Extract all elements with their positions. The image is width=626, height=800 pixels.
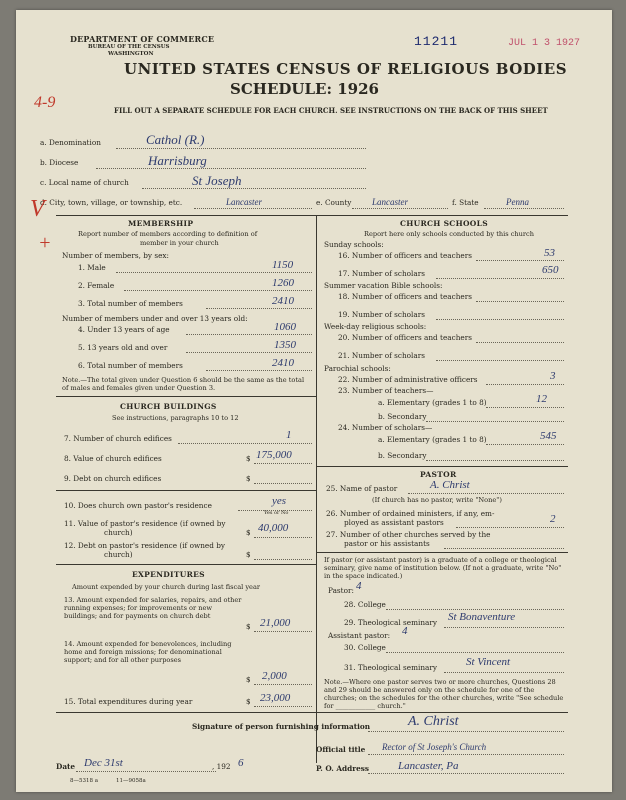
- q10-value: yes: [272, 495, 287, 507]
- q25-value: A. Christ: [430, 479, 470, 491]
- q15-value: 23,000: [260, 692, 291, 704]
- membership-note: Note.—The total given under Question 6 should be the same as the total of males and females given under Question 3.: [62, 376, 305, 392]
- weekday-schools-label: Week-day religious schools:: [324, 322, 427, 331]
- q8-label: 8. Value of church edifices: [64, 454, 162, 463]
- schedule-title: SCHEDULE: 1926: [230, 80, 379, 98]
- q12-label: 12. Debt on pastor's residence (if owned by: [64, 541, 226, 550]
- handwritten-code: 4-9: [34, 94, 56, 111]
- serial-number: 11211: [414, 34, 459, 49]
- q14-value: 2,000: [262, 670, 287, 682]
- q26-label: 26. Number of ordained ministers, if any, em-: [326, 509, 495, 518]
- q24a-value: 545: [540, 430, 557, 442]
- q20-label: 20. Number of officers and teachers: [338, 333, 472, 342]
- form-number: 8—5318 a: [70, 778, 99, 784]
- q21-label: 21. Number of scholars: [338, 351, 425, 360]
- assistant-pastor-mark: 4: [402, 625, 408, 637]
- year-prefix: , 192: [212, 762, 231, 771]
- q25-note: (If church has no pastor, write "None"): [372, 496, 502, 504]
- year-value: 6: [238, 757, 244, 769]
- q24a-label: a. Elementary (grades 1 to 8): [378, 435, 487, 444]
- print-number: 11—9058a: [116, 778, 146, 784]
- q12-label-2: church): [104, 550, 133, 559]
- red-check-mark: V: [30, 196, 45, 222]
- pastor-note: Note.—Where one pastor serves two or more churches, Questions 28 and 29 should be answered only on the schedule for one of the churches; on the schedules for the other churches, write "See schedule for ____________ church.": [324, 678, 564, 710]
- q11-label: 11. Value of pastor's residence (if owned by: [64, 519, 226, 528]
- census-schedule-sheet: [16, 10, 612, 792]
- q9-label: 9. Debt on church edifices: [64, 474, 162, 483]
- q24-label: 24. Number of scholars—: [338, 423, 433, 432]
- q31-value: St Vincent: [466, 656, 511, 668]
- state-value: Penna: [506, 197, 529, 207]
- q8-dollar: $: [246, 454, 251, 463]
- q3-value: 2410: [272, 295, 294, 307]
- q6-value: 2410: [272, 357, 294, 369]
- q1-label: 1. Male: [78, 263, 106, 272]
- diocese-value: Harrisburg: [148, 153, 207, 168]
- buildings-sub: See instructions, paragraphs 10 to 12: [112, 414, 239, 422]
- city-label: WASHINGTON: [108, 51, 154, 57]
- denomination-label: a. Denomination: [40, 138, 101, 147]
- membership-heading: MEMBERSHIP: [128, 219, 194, 228]
- assistant-pastor-label: Assistant pastor:: [328, 631, 391, 640]
- q23a-value: 12: [536, 393, 547, 405]
- city-town-label: d. City, town, village, or township, etc.: [40, 198, 183, 207]
- q16-value: 53: [544, 247, 555, 259]
- city-town-value: Lancaster: [226, 197, 262, 207]
- state-label: f. State: [452, 198, 479, 207]
- signature-label: Signature of person furnishing information: [192, 722, 371, 731]
- q2-value: 1260: [272, 277, 294, 289]
- summer-schools-label: Summer vacation Bible schools:: [324, 281, 443, 290]
- po-address-value: Lancaster, Pa: [398, 760, 459, 772]
- q13-value: 21,000: [260, 617, 291, 629]
- date-label: Date: [56, 762, 76, 771]
- schools-heading: CHURCH SCHOOLS: [400, 219, 488, 228]
- bureau-label: BUREAU OF THE CENSUS: [88, 44, 170, 50]
- q30-label: 30. College: [344, 643, 386, 652]
- red-plus-mark: +: [38, 232, 52, 254]
- q11-dollar: $: [246, 528, 251, 537]
- q16-label: 16. Number of officers and teachers: [338, 251, 472, 260]
- q18-label: 18. Number of officers and teachers: [338, 292, 472, 301]
- q27-label-2: pastor or his assistants: [344, 539, 430, 548]
- form-title: UNITED STATES CENSUS OF RELIGIOUS BODIES: [124, 60, 568, 78]
- q7-label: 7. Number of church edifices: [64, 434, 172, 443]
- q31-label: 31. Theological seminary: [344, 663, 437, 672]
- pastor-label: Pastor:: [328, 586, 354, 595]
- q13-dollar: $: [246, 622, 251, 631]
- q15-dollar: $: [246, 697, 251, 706]
- date-value: Dec 31st: [84, 757, 123, 769]
- q28-label: 28. College: [344, 600, 386, 609]
- buildings-heading: CHURCH BUILDINGS: [120, 402, 217, 411]
- signature-value: A. Christ: [408, 714, 459, 729]
- q17-label: 17. Number of scholars: [338, 269, 425, 278]
- expenditures-sub: Amount expended by your church during last fiscal year: [72, 583, 261, 591]
- membership-intro-2: member in your church: [140, 239, 219, 247]
- q11-label-2: church): [104, 528, 133, 537]
- department-label: DEPARTMENT OF COMMERCE: [70, 34, 215, 44]
- q10-options: Yes or No: [264, 510, 289, 516]
- q8-value: 175,000: [256, 449, 292, 461]
- membership-intro-1: Report number of members according to definition of: [78, 230, 258, 238]
- county-label: e. County: [316, 198, 352, 207]
- local-name-label: c. Local name of church: [40, 178, 129, 187]
- q5-value: 1350: [274, 339, 296, 351]
- expenditures-heading: EXPENDITURES: [132, 570, 205, 579]
- q27-label: 27. Number of other churches served by the: [326, 530, 491, 539]
- q22-value: 3: [550, 370, 556, 382]
- sunday-schools-label: Sunday schools:: [324, 240, 384, 249]
- age-groups-label: Number of members under and over 13 years old:: [62, 314, 248, 323]
- q23a-label: a. Elementary (grades 1 to 8): [378, 398, 487, 407]
- parochial-schools-label: Parochial schools:: [324, 364, 391, 373]
- q17-value: 650: [542, 264, 559, 276]
- schools-intro: Report here only schools conducted by this church: [364, 230, 534, 238]
- q29-value: St Bonaventure: [448, 611, 516, 623]
- q7-value: 1: [286, 429, 292, 441]
- received-date-stamp: JUL 1 3 1927: [508, 38, 581, 49]
- q4-value: 1060: [274, 321, 296, 333]
- q15-label: 15. Total expenditures during year: [64, 697, 193, 706]
- by-sex-label: Number of members, by sex:: [62, 251, 169, 260]
- q3-label: 3. Total number of members: [78, 299, 183, 308]
- q6-label: 6. Total number of members: [78, 361, 183, 370]
- q25-label: 25. Name of pastor: [326, 484, 398, 493]
- q4-label: 4. Under 13 years of age: [78, 325, 170, 334]
- q29-label: 29. Theological seminary: [344, 618, 437, 627]
- pastor-mark: 4: [356, 580, 362, 592]
- q9-dollar: $: [246, 474, 251, 483]
- local-name-value: St Joseph: [192, 173, 242, 188]
- q19-label: 19. Number of scholars: [338, 310, 425, 319]
- q23b-label: b. Secondary: [378, 412, 427, 421]
- official-title-value: Rector of St Joseph's Church: [382, 742, 487, 752]
- q23-label: 23. Number of teachers—: [338, 386, 434, 395]
- q14-label: 14. Amount expended for benevolences, including home and foreign missions; for denominational support; and for all other purposes: [64, 640, 232, 664]
- q13-label: 13. Amount expended for salaries, repairs, and other running expenses; for improvements or new buildings; and for payments on church debt: [64, 596, 242, 620]
- q14-dollar: $: [246, 675, 251, 684]
- q11-value: 40,000: [258, 522, 289, 534]
- q1-value: 1150: [272, 259, 294, 271]
- q5-label: 5. 13 years old and over: [78, 343, 168, 352]
- denomination-value: Cathol (R.): [146, 132, 205, 147]
- graduate-note: If pastor (or assistant pastor) is a graduate of a college or theological seminary, give name of institution below. (If not a graduate, write "No" in the space indicated.): [324, 556, 562, 580]
- q2-label: 2. Female: [78, 281, 115, 290]
- diocese-label: b. Diocese: [40, 158, 79, 167]
- instruction-line: FILL OUT A SEPARATE SCHEDULE FOR EACH CHURCH. SEE INSTRUCTIONS ON THE BACK OF THIS SHEET: [114, 106, 548, 115]
- q26-value: 2: [550, 513, 556, 525]
- pastor-heading: PASTOR: [420, 470, 457, 479]
- q10-label: 10. Does church own pastor's residence: [64, 501, 212, 510]
- po-address-label: P. O. Address: [316, 764, 369, 773]
- q26-label-2: ployed as assistant pastors: [344, 518, 444, 527]
- q22-label: 22. Number of administrative officers: [338, 375, 478, 384]
- q24b-label: b. Secondary: [378, 451, 427, 460]
- q12-dollar: $: [246, 550, 251, 559]
- official-title-label: Official title: [316, 745, 366, 754]
- county-value: Lancaster: [372, 197, 408, 207]
